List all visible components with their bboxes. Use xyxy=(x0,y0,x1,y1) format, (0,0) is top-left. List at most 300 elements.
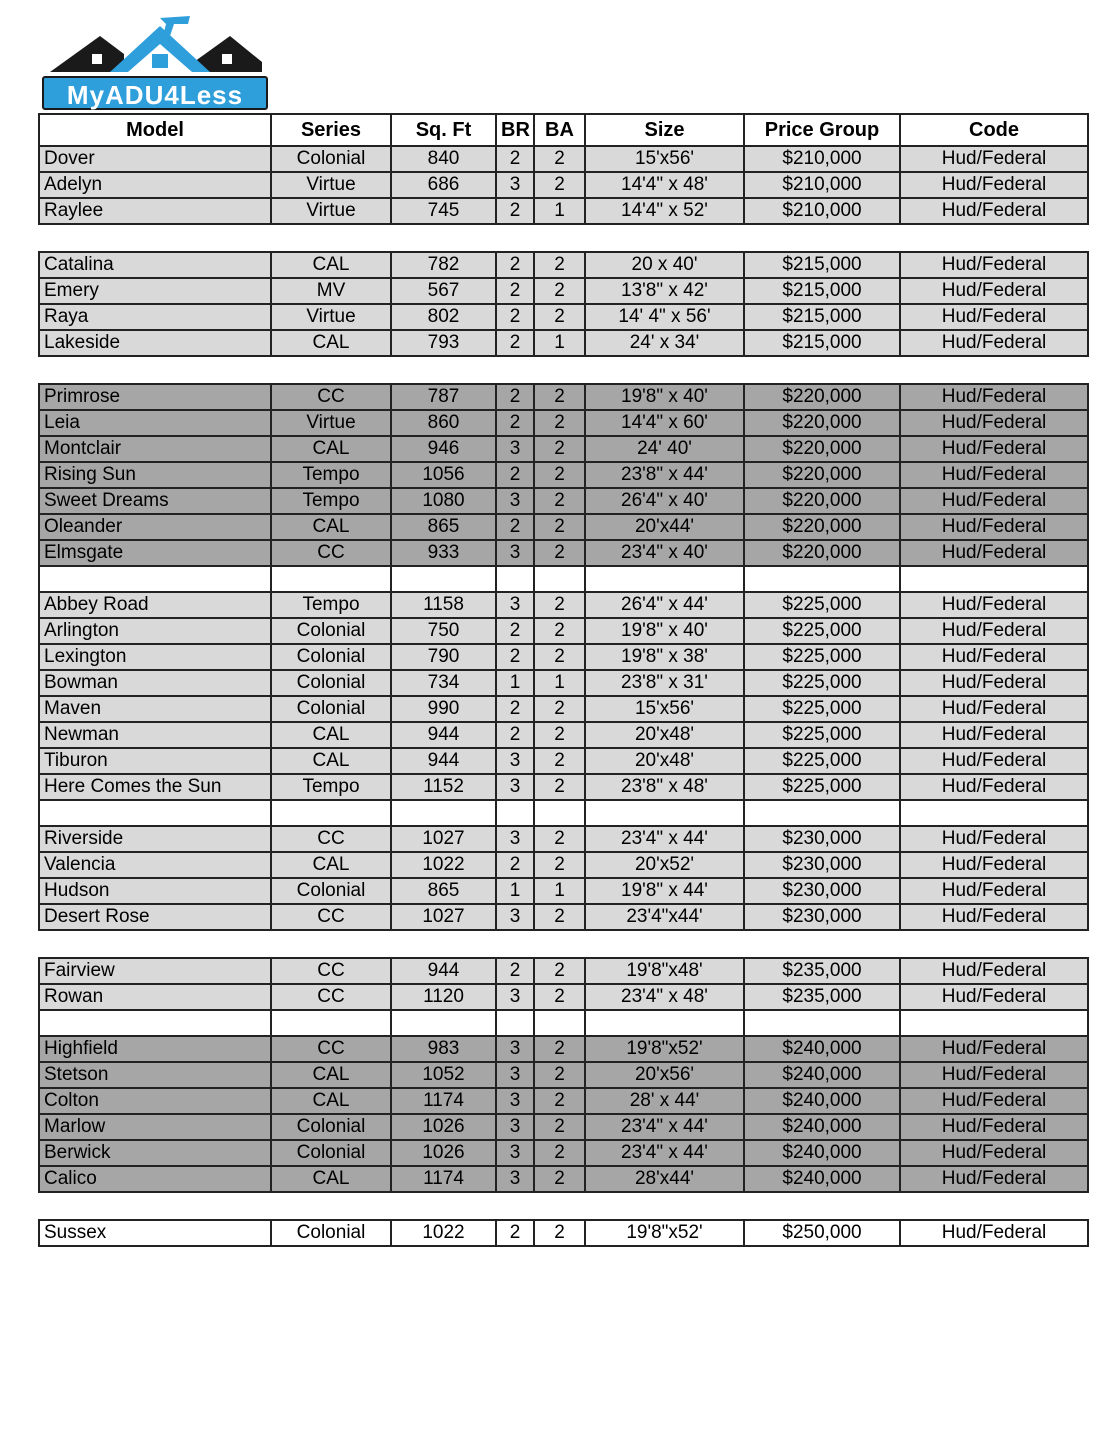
cell-ba: 1 xyxy=(534,198,585,224)
table-row xyxy=(39,1114,1088,1140)
spacer-cell xyxy=(39,224,1088,252)
cell-size: 20'x48' xyxy=(585,722,744,748)
blank-cell xyxy=(585,800,744,826)
blank-cell xyxy=(391,800,496,826)
cell-ba: 2 xyxy=(534,748,585,774)
table-row xyxy=(39,198,1088,224)
table-row xyxy=(39,958,1088,984)
cell-model: Calico xyxy=(39,1166,271,1192)
cell-series: CC xyxy=(271,958,391,984)
cell-series: Tempo xyxy=(271,462,391,488)
cell-br: 2 xyxy=(496,146,534,172)
cell-size: 23'4"x44' xyxy=(585,904,744,930)
cell-ba: 1 xyxy=(534,670,585,696)
cell-model: Dover xyxy=(39,146,271,172)
cell-series: CAL xyxy=(271,1062,391,1088)
cell-code: Hud/Federal xyxy=(900,958,1088,984)
cell-price-group: $225,000 xyxy=(744,774,900,800)
cell-price-group: $230,000 xyxy=(744,878,900,904)
cell-code: Hud/Federal xyxy=(900,410,1088,436)
cell-price-group: $225,000 xyxy=(744,618,900,644)
table-row xyxy=(39,252,1088,278)
cell-price-group: $210,000 xyxy=(744,146,900,172)
blank-cell xyxy=(744,566,900,592)
cell-model: Oleander xyxy=(39,514,271,540)
cell-model: Valencia xyxy=(39,852,271,878)
cell-br: 2 xyxy=(496,958,534,984)
table-row xyxy=(39,304,1088,330)
cell-sqft: 1152 xyxy=(391,774,496,800)
cell-ba: 2 xyxy=(534,592,585,618)
cell-br: 2 xyxy=(496,618,534,644)
table-row xyxy=(39,774,1088,800)
cell-sqft: 787 xyxy=(391,384,496,410)
cell-code: Hud/Federal xyxy=(900,878,1088,904)
cell-br: 2 xyxy=(496,304,534,330)
cell-price-group: $225,000 xyxy=(744,748,900,774)
group-spacer xyxy=(39,356,1088,384)
cell-ba: 2 xyxy=(534,1114,585,1140)
cell-br: 3 xyxy=(496,1062,534,1088)
cell-sqft: 1027 xyxy=(391,826,496,852)
blank-cell xyxy=(900,1010,1088,1036)
cell-code: Hud/Federal xyxy=(900,774,1088,800)
group-spacer xyxy=(39,930,1088,958)
header-series: Series xyxy=(271,114,391,146)
cell-price-group: $220,000 xyxy=(744,410,900,436)
cell-sqft: 944 xyxy=(391,958,496,984)
cell-model: Newman xyxy=(39,722,271,748)
table-row xyxy=(39,904,1088,930)
cell-code: Hud/Federal xyxy=(900,1114,1088,1140)
cell-br: 3 xyxy=(496,172,534,198)
cell-sqft: 1174 xyxy=(391,1088,496,1114)
cell-code: Hud/Federal xyxy=(900,984,1088,1010)
cell-ba: 2 xyxy=(534,696,585,722)
blank-cell xyxy=(271,1010,391,1036)
cell-series: Virtue xyxy=(271,172,391,198)
cell-model: Fairview xyxy=(39,958,271,984)
cell-price-group: $215,000 xyxy=(744,278,900,304)
cell-br: 3 xyxy=(496,904,534,930)
cell-series: CAL xyxy=(271,514,391,540)
cell-model: Stetson xyxy=(39,1062,271,1088)
table-row xyxy=(39,436,1088,462)
cell-ba: 2 xyxy=(534,904,585,930)
blank-row xyxy=(39,800,1088,826)
cell-ba: 2 xyxy=(534,1166,585,1192)
cell-model: Primrose xyxy=(39,384,271,410)
cell-model: Maven xyxy=(39,696,271,722)
cell-br: 3 xyxy=(496,592,534,618)
table-row xyxy=(39,852,1088,878)
cell-size: 14'4" x 60' xyxy=(585,410,744,436)
table-body xyxy=(39,146,1088,1246)
cell-sqft: 1120 xyxy=(391,984,496,1010)
price-table xyxy=(38,113,1089,1247)
cell-size: 23'8" x 44' xyxy=(585,462,744,488)
cell-sqft: 1026 xyxy=(391,1140,496,1166)
cell-series: CAL xyxy=(271,252,391,278)
header-size: Size xyxy=(585,114,744,146)
cell-price-group: $220,000 xyxy=(744,462,900,488)
cell-size: 14' 4" x 56' xyxy=(585,304,744,330)
cell-size: 14'4" x 52' xyxy=(585,198,744,224)
cell-price-group: $230,000 xyxy=(744,826,900,852)
cell-code: Hud/Federal xyxy=(900,670,1088,696)
cell-model: Desert Rose xyxy=(39,904,271,930)
cell-code: Hud/Federal xyxy=(900,1166,1088,1192)
cell-price-group: $220,000 xyxy=(744,384,900,410)
cell-br: 2 xyxy=(496,278,534,304)
cell-ba: 2 xyxy=(534,958,585,984)
blank-row xyxy=(39,566,1088,592)
cell-ba: 2 xyxy=(534,514,585,540)
cell-size: 15'x56' xyxy=(585,146,744,172)
cell-series: Tempo xyxy=(271,488,391,514)
cell-series: CC xyxy=(271,540,391,566)
cell-model: Berwick xyxy=(39,1140,271,1166)
blank-cell xyxy=(744,800,900,826)
table-row xyxy=(39,488,1088,514)
cell-sqft: 686 xyxy=(391,172,496,198)
cell-size: 24' x 34' xyxy=(585,330,744,356)
header-sqft: Sq. Ft xyxy=(391,114,496,146)
cell-model: Arlington xyxy=(39,618,271,644)
cell-sqft: 865 xyxy=(391,878,496,904)
cell-code: Hud/Federal xyxy=(900,540,1088,566)
cell-ba: 2 xyxy=(534,1036,585,1062)
blank-cell xyxy=(39,566,271,592)
cell-code: Hud/Federal xyxy=(900,644,1088,670)
cell-sqft: 946 xyxy=(391,436,496,462)
cell-size: 20'x48' xyxy=(585,748,744,774)
cell-size: 28' x 44' xyxy=(585,1088,744,1114)
blank-cell xyxy=(496,800,534,826)
table-row xyxy=(39,410,1088,436)
cell-size: 19'8"x48' xyxy=(585,958,744,984)
cell-series: CAL xyxy=(271,436,391,462)
blank-cell xyxy=(496,566,534,592)
cell-price-group: $220,000 xyxy=(744,436,900,462)
cell-series: CAL xyxy=(271,748,391,774)
table-row xyxy=(39,330,1088,356)
cell-model: Lexington xyxy=(39,644,271,670)
cell-price-group: $210,000 xyxy=(744,198,900,224)
cell-price-group: $240,000 xyxy=(744,1166,900,1192)
cell-size: 24' 40' xyxy=(585,436,744,462)
cell-size: 23'8" x 48' xyxy=(585,774,744,800)
cell-ba: 2 xyxy=(534,1220,585,1246)
cell-size: 20'x44' xyxy=(585,514,744,540)
blank-cell xyxy=(900,800,1088,826)
cell-price-group: $225,000 xyxy=(744,696,900,722)
cell-price-group: $240,000 xyxy=(744,1140,900,1166)
cell-series: CAL xyxy=(271,330,391,356)
cell-code: Hud/Federal xyxy=(900,1036,1088,1062)
cell-code: Hud/Federal xyxy=(900,198,1088,224)
table-row xyxy=(39,462,1088,488)
cell-price-group: $225,000 xyxy=(744,644,900,670)
cell-series: CC xyxy=(271,826,391,852)
cell-model: Montclair xyxy=(39,436,271,462)
cell-series: CC xyxy=(271,384,391,410)
cell-series: CAL xyxy=(271,852,391,878)
blank-cell xyxy=(39,800,271,826)
cell-ba: 2 xyxy=(534,488,585,514)
cell-model: Marlow xyxy=(39,1114,271,1140)
cell-price-group: $240,000 xyxy=(744,1062,900,1088)
cell-size: 28'x44' xyxy=(585,1166,744,1192)
cell-sqft: 1174 xyxy=(391,1166,496,1192)
cell-model: Abbey Road xyxy=(39,592,271,618)
cell-model: Sweet Dreams xyxy=(39,488,271,514)
cell-br: 2 xyxy=(496,514,534,540)
cell-br: 3 xyxy=(496,488,534,514)
cell-sqft: 1052 xyxy=(391,1062,496,1088)
table-row xyxy=(39,984,1088,1010)
cell-size: 26'4" x 40' xyxy=(585,488,744,514)
table-row xyxy=(39,514,1088,540)
cell-price-group: $220,000 xyxy=(744,488,900,514)
spacer-cell xyxy=(39,356,1088,384)
cell-ba: 2 xyxy=(534,618,585,644)
cell-size: 19'8" x 40' xyxy=(585,384,744,410)
group-spacer xyxy=(39,1192,1088,1220)
header-row xyxy=(39,114,1088,146)
cell-model: Bowman xyxy=(39,670,271,696)
cell-code: Hud/Federal xyxy=(900,722,1088,748)
blank-cell xyxy=(496,1010,534,1036)
blank-cell xyxy=(271,566,391,592)
group-spacer xyxy=(39,224,1088,252)
cell-br: 2 xyxy=(496,644,534,670)
cell-br: 2 xyxy=(496,410,534,436)
cell-code: Hud/Federal xyxy=(900,172,1088,198)
cell-price-group: $225,000 xyxy=(744,722,900,748)
blank-cell xyxy=(585,566,744,592)
cell-model: Elmsgate xyxy=(39,540,271,566)
cell-size: 19'8"x52' xyxy=(585,1220,744,1246)
cell-series: Colonial xyxy=(271,696,391,722)
cell-model: Here Comes the Sun xyxy=(39,774,271,800)
cell-sqft: 990 xyxy=(391,696,496,722)
cell-series: Colonial xyxy=(271,670,391,696)
cell-size: 23'8" x 31' xyxy=(585,670,744,696)
table-row xyxy=(39,826,1088,852)
house-roofs-icon xyxy=(40,14,270,78)
cell-size: 20 x 40' xyxy=(585,252,744,278)
cell-model: Sussex xyxy=(39,1220,271,1246)
spacer-cell xyxy=(39,1192,1088,1220)
cell-ba: 2 xyxy=(534,410,585,436)
cell-price-group: $215,000 xyxy=(744,252,900,278)
cell-sqft: 1056 xyxy=(391,462,496,488)
cell-size: 20'x56' xyxy=(585,1062,744,1088)
cell-sqft: 745 xyxy=(391,198,496,224)
cell-br: 2 xyxy=(496,852,534,878)
table-row xyxy=(39,878,1088,904)
cell-sqft: 1026 xyxy=(391,1114,496,1140)
cell-price-group: $240,000 xyxy=(744,1088,900,1114)
cell-code: Hud/Federal xyxy=(900,146,1088,172)
table-row xyxy=(39,696,1088,722)
cell-model: Hudson xyxy=(39,878,271,904)
cell-size: 19'8" x 40' xyxy=(585,618,744,644)
table-row xyxy=(39,172,1088,198)
cell-br: 3 xyxy=(496,436,534,462)
cell-price-group: $210,000 xyxy=(744,172,900,198)
cell-br: 3 xyxy=(496,1036,534,1062)
cell-size: 23'4" x 44' xyxy=(585,826,744,852)
table-row xyxy=(39,1220,1088,1246)
table-row xyxy=(39,592,1088,618)
header-price-group: Price Group xyxy=(744,114,900,146)
table-row xyxy=(39,1088,1088,1114)
cell-ba: 2 xyxy=(534,462,585,488)
cell-size: 19'8"x52' xyxy=(585,1036,744,1062)
cell-size: 23'4" x 40' xyxy=(585,540,744,566)
cell-br: 2 xyxy=(496,198,534,224)
cell-size: 19'8" x 44' xyxy=(585,878,744,904)
cell-series: CC xyxy=(271,984,391,1010)
cell-price-group: $235,000 xyxy=(744,958,900,984)
cell-model: Raya xyxy=(39,304,271,330)
cell-series: Colonial xyxy=(271,618,391,644)
cell-price-group: $230,000 xyxy=(744,852,900,878)
table-row xyxy=(39,278,1088,304)
blank-cell xyxy=(585,1010,744,1036)
blank-cell xyxy=(391,1010,496,1036)
brand-logo xyxy=(40,14,270,114)
cell-code: Hud/Federal xyxy=(900,278,1088,304)
cell-series: Colonial xyxy=(271,644,391,670)
cell-br: 3 xyxy=(496,1166,534,1192)
cell-price-group: $250,000 xyxy=(744,1220,900,1246)
cell-series: Colonial xyxy=(271,1140,391,1166)
table-row xyxy=(39,618,1088,644)
cell-code: Hud/Federal xyxy=(900,748,1088,774)
cell-price-group: $230,000 xyxy=(744,904,900,930)
cell-br: 1 xyxy=(496,670,534,696)
table-row xyxy=(39,384,1088,410)
cell-price-group: $235,000 xyxy=(744,984,900,1010)
brand-name: MyADU4Less xyxy=(42,76,268,110)
table-row xyxy=(39,1062,1088,1088)
blank-cell xyxy=(271,800,391,826)
cell-size: 26'4" x 44' xyxy=(585,592,744,618)
cell-sqft: 790 xyxy=(391,644,496,670)
blank-cell xyxy=(744,1010,900,1036)
cell-size: 14'4" x 48' xyxy=(585,172,744,198)
cell-code: Hud/Federal xyxy=(900,904,1088,930)
cell-series: Virtue xyxy=(271,304,391,330)
cell-ba: 2 xyxy=(534,722,585,748)
cell-ba: 2 xyxy=(534,384,585,410)
cell-br: 3 xyxy=(496,984,534,1010)
cell-series: Colonial xyxy=(271,146,391,172)
cell-code: Hud/Federal xyxy=(900,1220,1088,1246)
cell-code: Hud/Federal xyxy=(900,852,1088,878)
cell-sqft: 802 xyxy=(391,304,496,330)
blank-cell xyxy=(39,1010,271,1036)
cell-br: 3 xyxy=(496,540,534,566)
cell-sqft: 983 xyxy=(391,1036,496,1062)
cell-br: 2 xyxy=(496,696,534,722)
cell-code: Hud/Federal xyxy=(900,488,1088,514)
table-row xyxy=(39,1036,1088,1062)
cell-sqft: 860 xyxy=(391,410,496,436)
cell-series: Virtue xyxy=(271,410,391,436)
table-row xyxy=(39,146,1088,172)
cell-code: Hud/Federal xyxy=(900,462,1088,488)
blank-cell xyxy=(534,1010,585,1036)
cell-sqft: 793 xyxy=(391,330,496,356)
cell-model: Highfield xyxy=(39,1036,271,1062)
cell-series: Virtue xyxy=(271,198,391,224)
table-row xyxy=(39,644,1088,670)
cell-price-group: $225,000 xyxy=(744,592,900,618)
cell-ba: 2 xyxy=(534,304,585,330)
cell-ba: 1 xyxy=(534,330,585,356)
cell-series: CAL xyxy=(271,1088,391,1114)
cell-ba: 2 xyxy=(534,172,585,198)
table-row xyxy=(39,1140,1088,1166)
cell-size: 20'x52' xyxy=(585,852,744,878)
cell-code: Hud/Federal xyxy=(900,436,1088,462)
cell-model: Tiburon xyxy=(39,748,271,774)
cell-series: Colonial xyxy=(271,1220,391,1246)
cell-series: MV xyxy=(271,278,391,304)
cell-code: Hud/Federal xyxy=(900,592,1088,618)
cell-price-group: $215,000 xyxy=(744,330,900,356)
table-row xyxy=(39,722,1088,748)
cell-series: Tempo xyxy=(271,592,391,618)
cell-size: 13'8" x 42' xyxy=(585,278,744,304)
cell-sqft: 1027 xyxy=(391,904,496,930)
cell-sqft: 933 xyxy=(391,540,496,566)
cell-size: 23'4" x 48' xyxy=(585,984,744,1010)
cell-ba: 2 xyxy=(534,826,585,852)
cell-br: 3 xyxy=(496,1088,534,1114)
cell-sqft: 750 xyxy=(391,618,496,644)
blank-cell xyxy=(534,566,585,592)
table-row xyxy=(39,670,1088,696)
cell-sqft: 1158 xyxy=(391,592,496,618)
cell-size: 15'x56' xyxy=(585,696,744,722)
cell-model: Emery xyxy=(39,278,271,304)
cell-code: Hud/Federal xyxy=(900,1062,1088,1088)
cell-ba: 2 xyxy=(534,984,585,1010)
cell-code: Hud/Federal xyxy=(900,618,1088,644)
cell-sqft: 1022 xyxy=(391,852,496,878)
cell-sqft: 1080 xyxy=(391,488,496,514)
cell-code: Hud/Federal xyxy=(900,1088,1088,1114)
cell-model: Rowan xyxy=(39,984,271,1010)
cell-series: Colonial xyxy=(271,1114,391,1140)
cell-model: Catalina xyxy=(39,252,271,278)
cell-br: 1 xyxy=(496,878,534,904)
cell-ba: 2 xyxy=(534,540,585,566)
cell-br: 2 xyxy=(496,384,534,410)
table-row xyxy=(39,748,1088,774)
cell-model: Lakeside xyxy=(39,330,271,356)
cell-code: Hud/Federal xyxy=(900,696,1088,722)
cell-model: Rising Sun xyxy=(39,462,271,488)
cell-br: 2 xyxy=(496,330,534,356)
cell-price-group: $220,000 xyxy=(744,514,900,540)
cell-sqft: 944 xyxy=(391,748,496,774)
